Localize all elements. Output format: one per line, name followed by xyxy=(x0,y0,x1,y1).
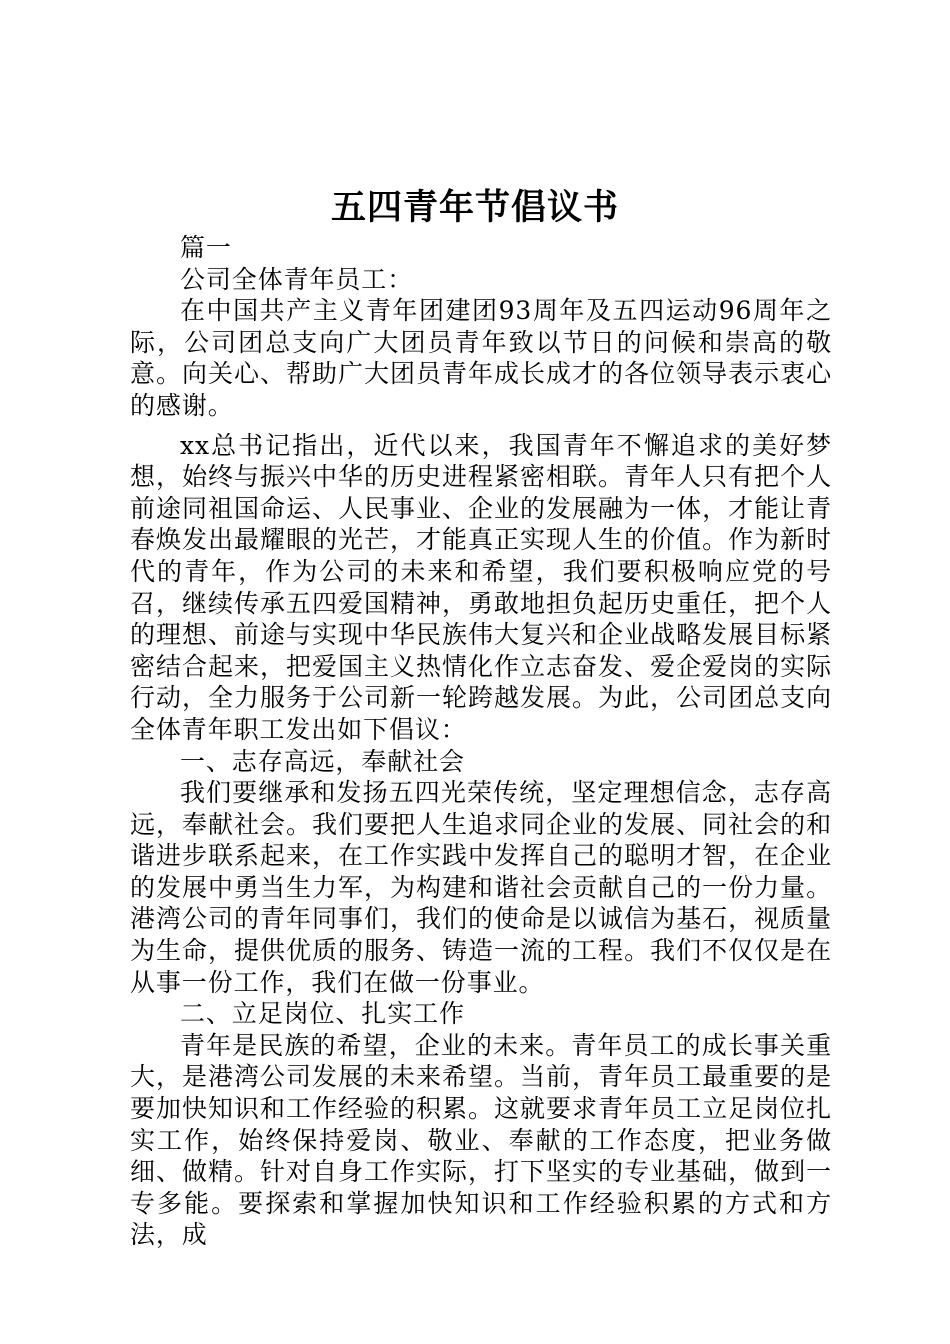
section-heading-one: 一、志存高远，奉献社会 xyxy=(180,746,465,776)
document-title: 五四青年节倡议书 xyxy=(330,187,619,228)
document-body xyxy=(130,232,832,1251)
section-heading-two: 二、立足岗位、扎实工作 xyxy=(180,999,465,1029)
salutation: 公司全体青年员工： xyxy=(180,264,414,294)
paragraph-section-one: 我们要继承和发扬五四光荣传统，坚定理想信念，志存高远，奉献社会。我们要把人生追求同企业的发展、同社会的和谐进步联系起来，在工作实践中发挥自己的聪明才智，在企业的发展中勇当生力军，为构建和谐社会贡献自己的一份力量。港湾公司的青年同事们，我们的使命是以诚信为基石，视质量为生命，提供优质的服务、铸造一流的工程。我们不仅仅是在从事一份工作，我们在做一份事业。 xyxy=(130,778,832,997)
paragraph-greeting: 在中国共产主义青年团建团93周年及五四运动96周年之际，公司团总支向广大团员青年致以节日的问候和崇高的敬意。向关心、帮助广大团员青年成长成才的各位领导表示衷心的感谢。 xyxy=(130,296,832,420)
section-heading-part-one: 篇一 xyxy=(180,233,232,262)
paragraph-section-two: 青年是民族的希望，企业的未来。青年员工的成长事关重大，是港湾公司发展的未来希望。当前，青年员工最重要的是要加快知识和工作经验的积累。这就要求青年员工立足岗位扎实工作，始终保持爱岗、敬业、奉献的工作态度，把业务做细、做精。针对自身工作实际，打下坚实的专业基础，做到一专多能。要探索和掌握加快知识和工作经验积累的方式和方法，成 xyxy=(130,1030,832,1250)
paragraph-call-to-action: xx总书记指出，近代以来，我国青年不懈追求的美好梦想，始终与振兴中华的历史进程紧密相联。青年人只有把个人前途同祖国命运、人民事业、企业的发展融为一体，才能让青春焕发出最耀眼的光芒，才能真正实现人生的价值。作为新时代的青年，作为公司的未来和希望，我们要积极响应党的号召，继续传承五四爱国精神，勇敢地担负起历史重任，把个人的理想、前途与实现中华民族伟大复兴和企业战略发展目标紧密结合起来，把爱国主义热情化作立志奋发、爱企爱岗的实际行动，全力服务于公司新一轮跨越发展。为此，公司团总支向全体青年职工发出如下倡议： xyxy=(130,430,832,744)
